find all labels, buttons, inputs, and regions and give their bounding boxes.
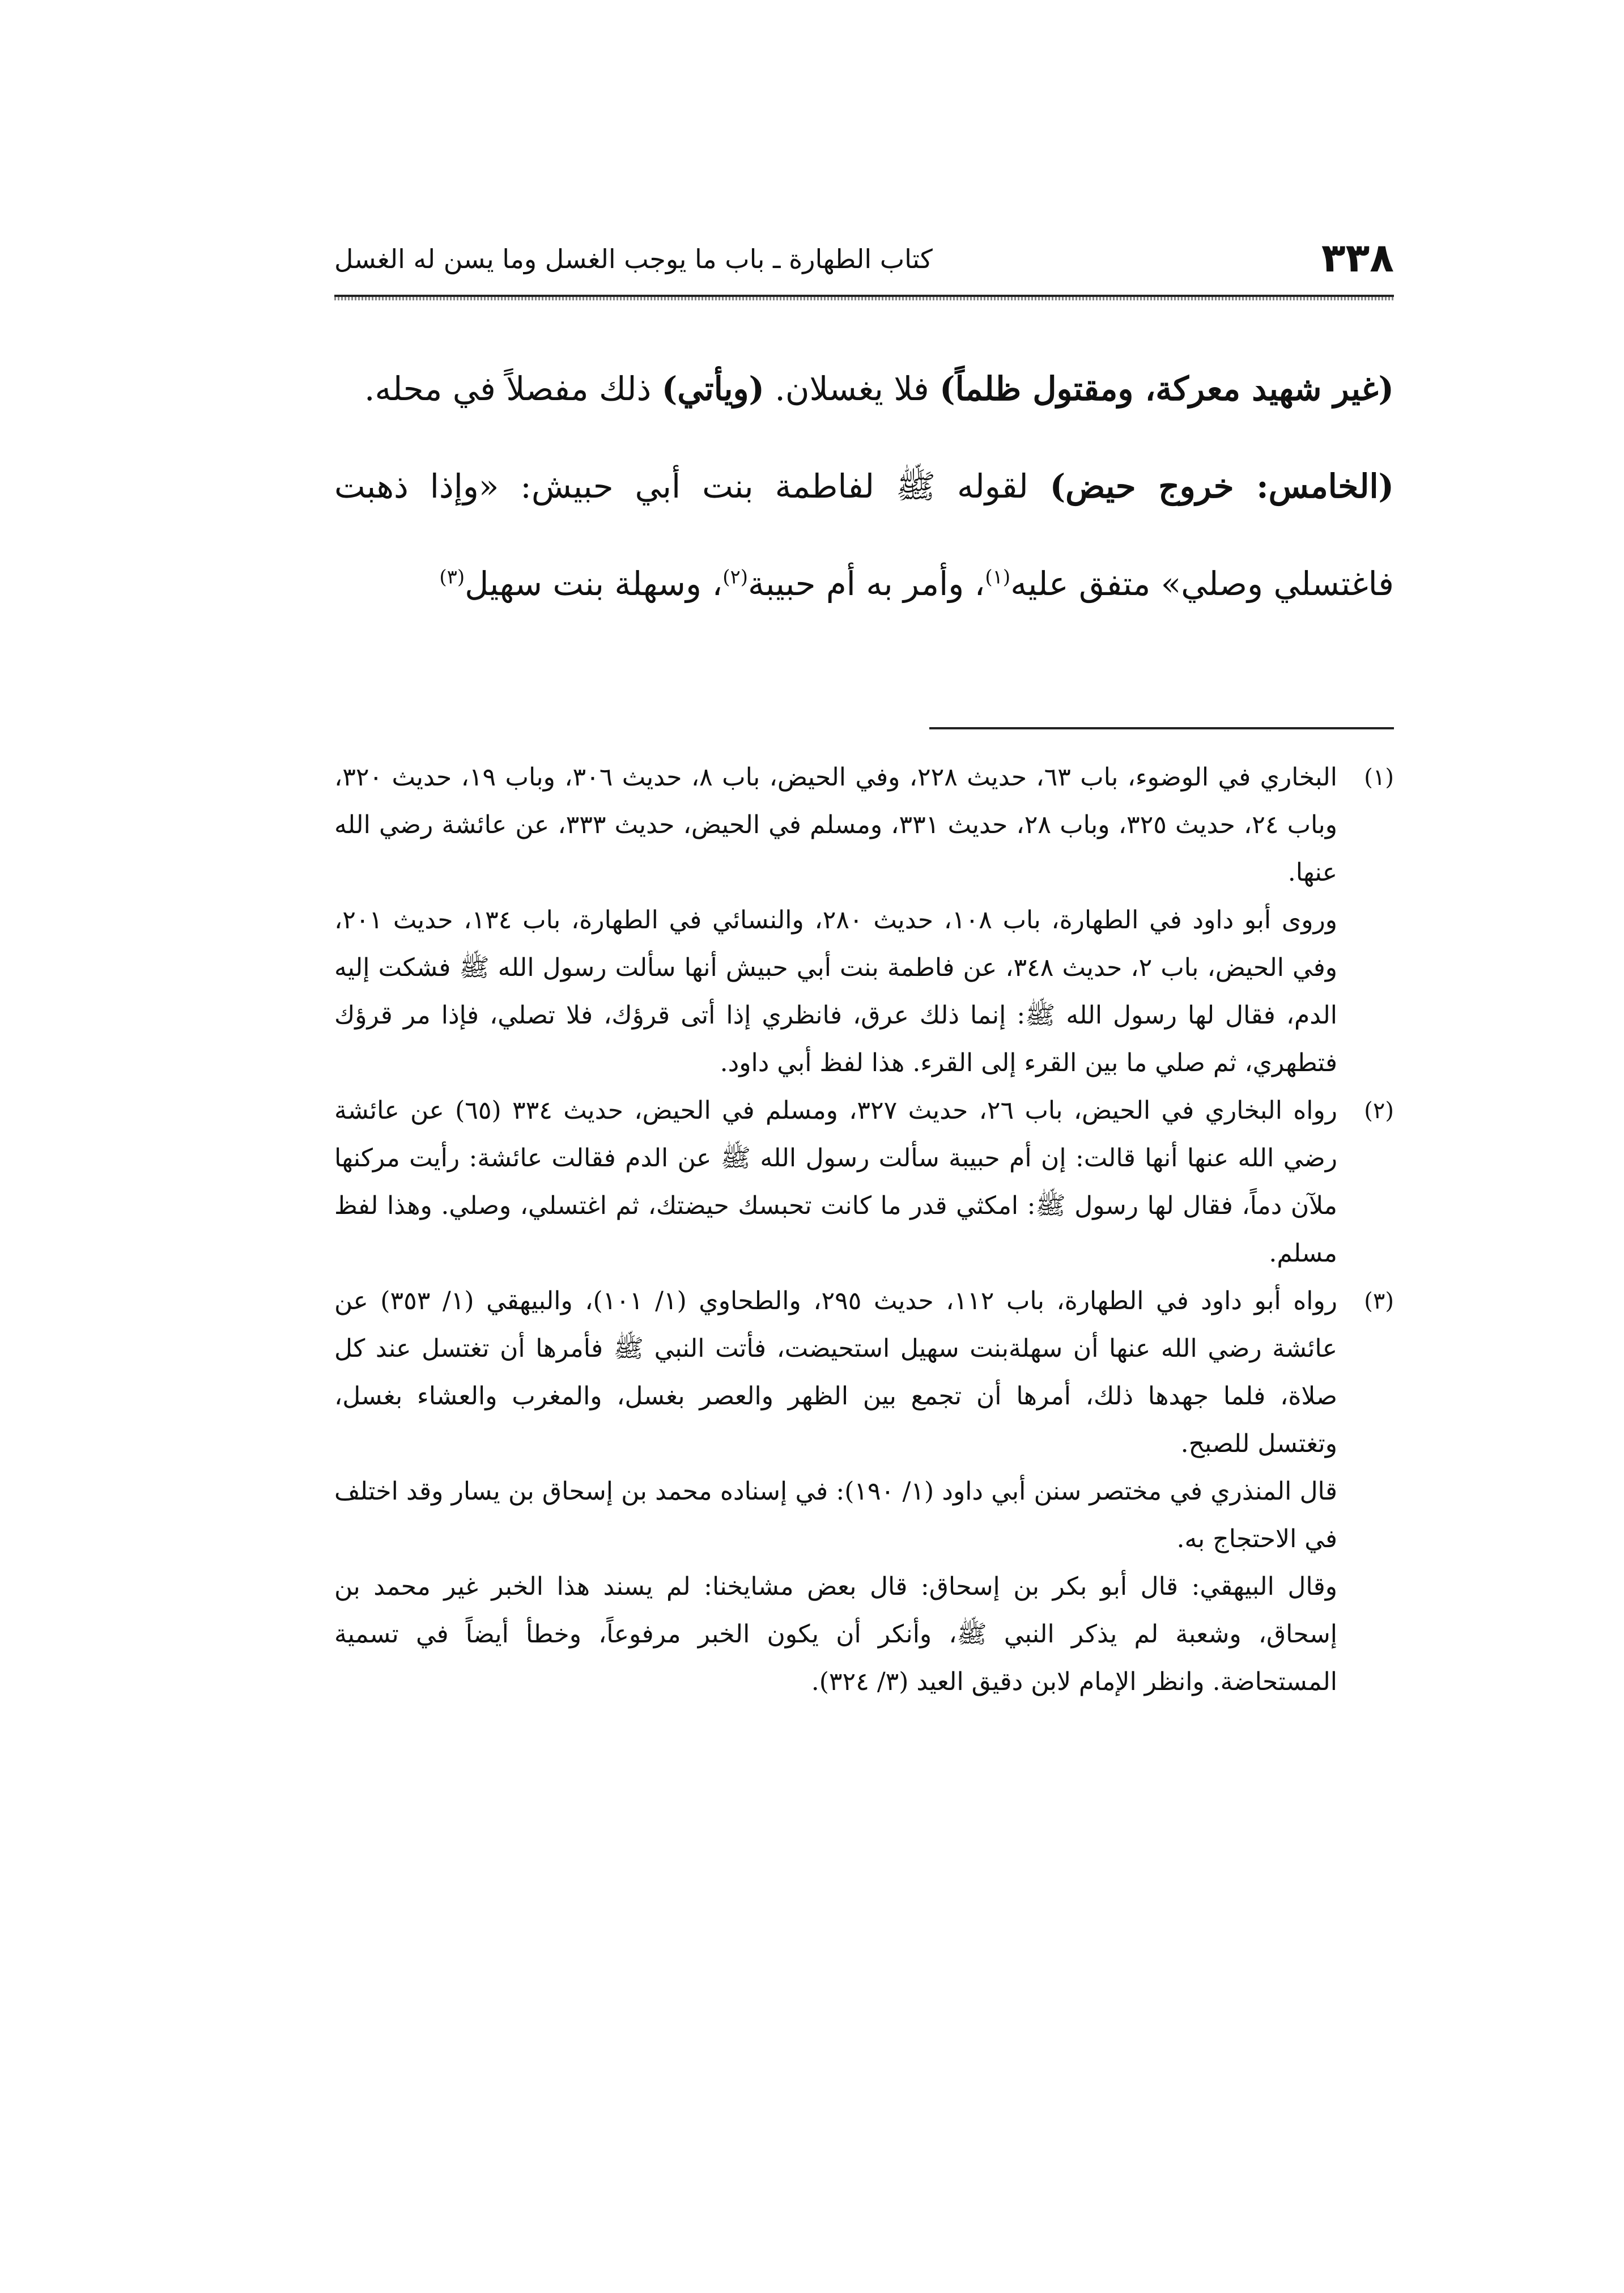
- running-header: [334, 230, 1394, 298]
- footnote-2: [334, 1087, 1394, 1277]
- footnote-paragraph: قال المنذري في مختصر سنن أبي داود (١/ ١٩٠): في إسناده محمد بن إسحاق بن يسار وقد اختلف في الاحتجاج به.: [334, 1477, 1337, 1553]
- commentary-text: ، وسهلة بنت سهيل: [465, 564, 723, 603]
- footnote-number: (٣): [1364, 1288, 1394, 1314]
- footnote-1: [334, 754, 1394, 1087]
- main-paragraph-2: [334, 438, 1394, 632]
- footnote-number: (٢): [1364, 1098, 1394, 1124]
- footnote-body: [334, 1087, 1337, 1277]
- main-paragraph-1: [334, 340, 1394, 438]
- header-rule: [334, 295, 1394, 300]
- footnote-ref-1[interactable]: (١): [985, 566, 1011, 589]
- footnote-ref-3[interactable]: (٣): [439, 566, 465, 589]
- footnote-paragraph: البخاري في الوضوء، باب ٦٣، حديث ٢٢٨، وفي الحيض، باب ٨، حديث ٣٠٦، وباب ١٩، حديث ٣٢٠، وباب ٢٤، حديث ٣٢٥، وباب ٢٨، حديث ٣٣١، ومسلم في الحيض، حديث ٣٣٣، عن عائشة رضي الله عنها.: [334, 763, 1338, 887]
- footnote-paragraph: رواه البخاري في الحيض، باب ٢٦، حديث ٣٢٧، ومسلم في الحيض، حديث ٣٣٤ (٦٥) عن عائشة رضي الله عنها أنها قالت: إن أم حبيبة سألت رسول الله ﷺ عن الدم فقالت عائشة: رأيت مركنها ملآن دماً، فقال لها رسول ﷺ: امكثي قدر ما كانت تحبسك حيضتك، ثم اغتسلي، وصلي. وهذا لفظ مسلم.: [334, 1096, 1338, 1268]
- footnote-paragraph: رواه أبو داود في الطهارة، باب ١١٢، حديث ٢٩٥، والطحاوي (١/ ١٠١)، والبيهقي (١/ ٣٥٣) عن عائشة رضي الله عنها أن سهلةبنت سهيل استحيضت، فأتت النبي ﷺ فأمرها أن تغتسل عند كل صلاة، فلما جهدها ذلك، أمرها أن تجمع بين الظهر والعصر بغسل، والمغرب والعشاء بغسل، وتغتسل للصبح.: [334, 1286, 1338, 1458]
- footnote-body: [334, 754, 1337, 1087]
- matn-phrase: (ويأتي): [661, 370, 764, 408]
- footnote-ref-2[interactable]: (٢): [722, 566, 748, 589]
- main-text: [334, 340, 1394, 632]
- commentary-text: لقوله ﷺ لفاطمة بنت أبي حبيش: «وإذا ذهبت فاغتسلي وصلي» متفق عليه: [334, 467, 1394, 603]
- footnote-divider: [929, 727, 1394, 729]
- matn-phrase: (الخامس: خروج حيض): [1049, 467, 1394, 506]
- page-number: ٣٣٨: [1321, 235, 1394, 281]
- footnote-paragraph: وقال البيهقي: قال أبو بكر بن إسحاق: قال بعض مشايخنا: لم يسند هذا الخبر غير محمد بن إسحاق، وشعبة لم يذكر النبي ﷺ، وأنكر أن يكون الخبر مرفوعاً، وخطأ أيضاً في تسمية المستحاضة. وانظر الإمام لابن دقيق العيد (٣/ ٣٢٤).: [334, 1572, 1337, 1696]
- running-title: كتاب الطهارة ـ باب ما يوجب الغسل وما يسن له الغسل: [334, 244, 933, 274]
- footnote-number: (١): [1364, 765, 1394, 791]
- footnotes: [334, 754, 1394, 1706]
- footnote-3: [334, 1277, 1394, 1706]
- footnote-body: [334, 1277, 1337, 1706]
- footnote-paragraph: وروى أبو داود في الطهارة، باب ١٠٨، حديث ٢٨٠، والنسائي في الطهارة، باب ١٣٤، حديث ٢٠١، وفي الحيض، باب ٢، حديث ٣٤٨، عن فاطمة بنت أبي حبيش أنها سألت رسول الله ﷺ فشكت إليه الدم، فقال لها رسول الله ﷺ: إنما ذلك عرق، فانظري إذا أتى قرؤك، فلا تصلي، فإذا مر قرؤك فتطهري، ثم صلي ما بين القرء إلى القرء. هذا لفظ أبي داود.: [334, 906, 1338, 1077]
- commentary-text: ذلك مفصلاً في محله.: [364, 370, 662, 408]
- commentary-text: فلا يغسلان.: [764, 370, 940, 408]
- commentary-text: ، وأمر به أم حبيبة: [748, 564, 985, 603]
- matn-phrase: (غير شهيد معركة، ومقتول ظلماً): [939, 370, 1394, 408]
